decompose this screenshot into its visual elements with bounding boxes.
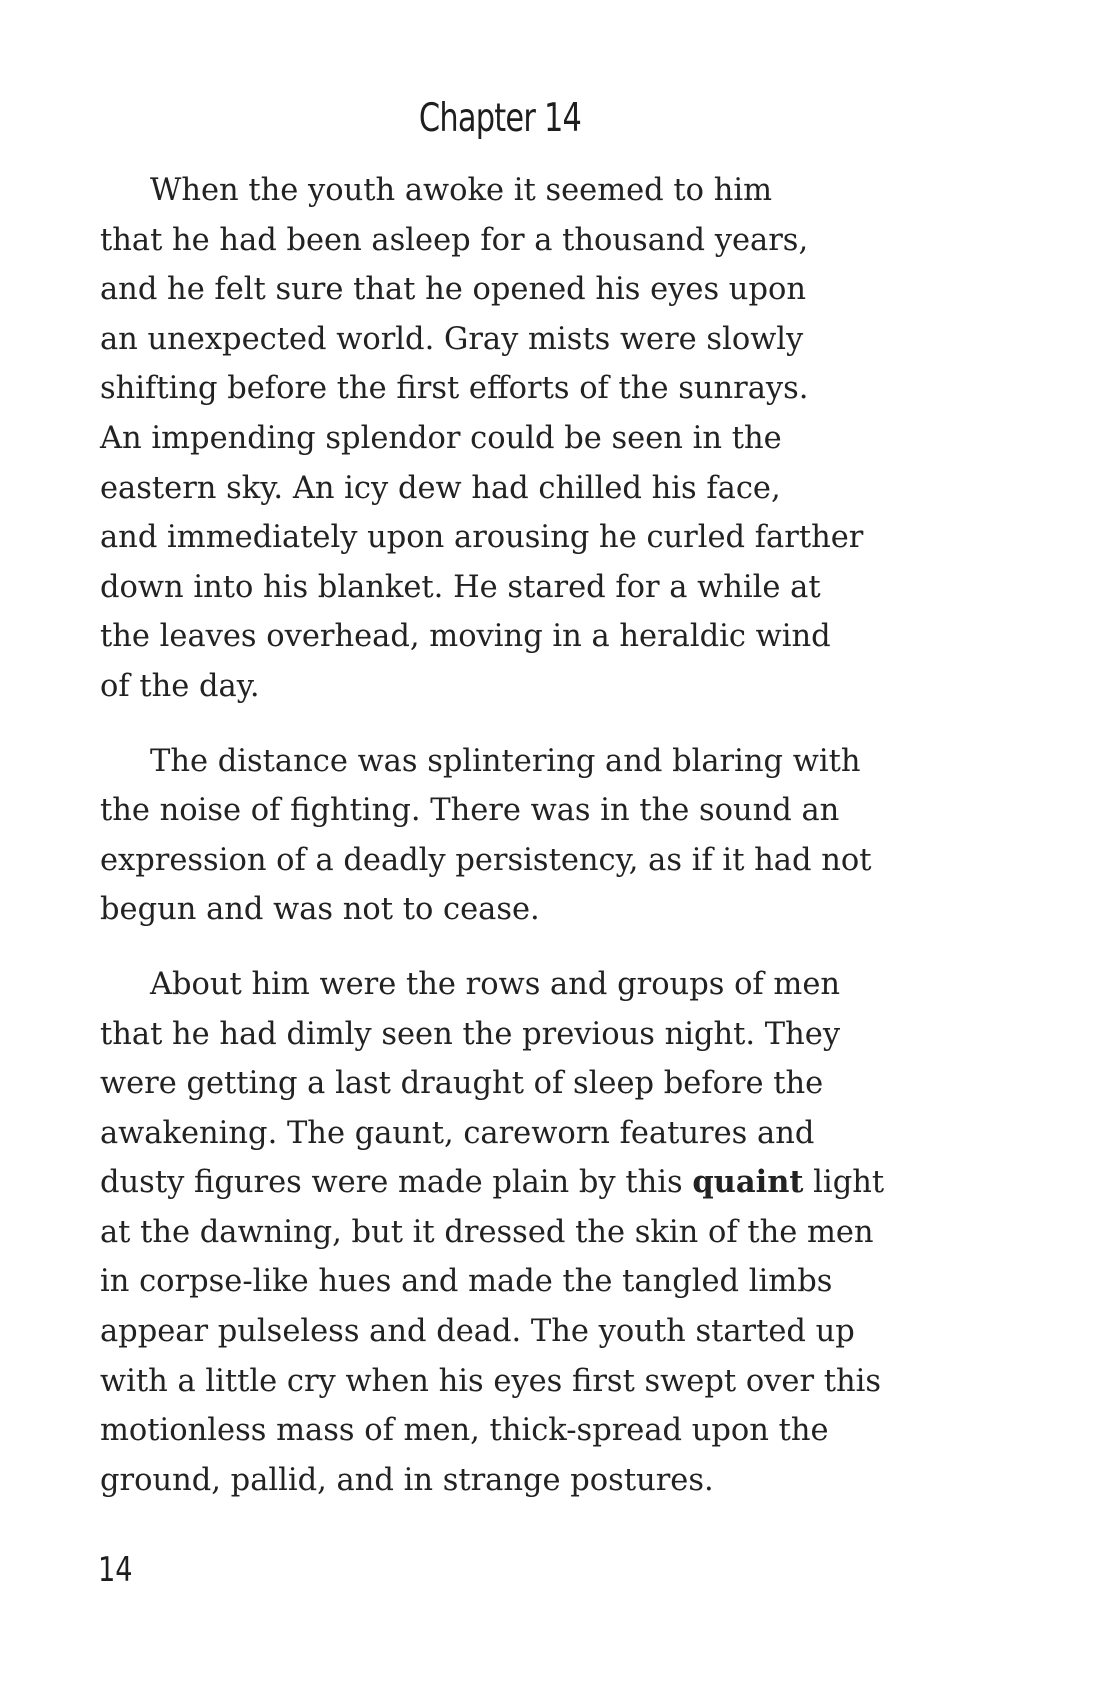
text-line: eastern sky. An icy dew had chilled his face,	[100, 470, 781, 506]
text-segment: dusty figures were made plain by this	[100, 1165, 693, 1201]
text-line: About him were the rows and groups of men	[150, 966, 841, 1002]
text-line: and immediately upon arousing he curled farther	[100, 520, 864, 556]
emphasized-word: quaint	[692, 1164, 804, 1201]
text-line: the leaves overhead, moving in a heraldic wind	[100, 619, 831, 655]
text-line: shifting before the first efforts of the sunrays.	[100, 371, 809, 407]
text-line: An impending splendor could be seen in the	[100, 420, 782, 456]
text-line: of the day.	[100, 668, 260, 704]
paragraph-2	[100, 737, 960, 935]
text-line: in corpse-like hues and made the tangled limbs	[100, 1264, 833, 1300]
text-segment: light	[803, 1165, 885, 1201]
paragraph-1	[100, 166, 960, 712]
text-line: ground, pallid, and in strange postures.	[100, 1462, 714, 1498]
text-line: and he felt sure that he opened his eyes upon	[100, 272, 806, 308]
paragraph-3	[100, 960, 960, 1506]
text-line: with a little cry when his eyes first swept over this	[100, 1363, 882, 1399]
text-line: motionless mass of men, thick-spread upon the	[100, 1413, 829, 1449]
chapter-title: Chapter 14	[418, 96, 582, 141]
text-line: an unexpected world. Gray mists were slowly	[100, 321, 804, 357]
text-line-with-emphasis	[100, 1158, 960, 1208]
text-line: appear pulseless and dead. The youth started up	[100, 1314, 855, 1350]
page-number: 14	[98, 1550, 133, 1590]
text-line: down into his blanket. He stared for a while at	[100, 569, 821, 605]
text-line: were getting a last draught of sleep before the	[100, 1066, 824, 1102]
text-line: that he had been asleep for a thousand years,	[100, 222, 809, 258]
text-line: awakening. The gaunt, careworn features and	[100, 1115, 815, 1151]
text-line: expression of a deadly persistency, as if it had not	[100, 842, 872, 878]
text-line: that he had dimly seen the previous night. They	[100, 1016, 841, 1052]
chapter-body	[100, 166, 960, 1505]
text-line: When the youth awoke it seemed to him	[150, 173, 773, 208]
text-line: The distance was splintering and blaring with	[150, 743, 861, 779]
text-line: begun and was not to cease.	[100, 892, 540, 928]
text-line: at the dawning, but it dressed the skin of the men	[100, 1214, 874, 1250]
text-line: the noise of fighting. There was in the sound an	[100, 793, 840, 829]
